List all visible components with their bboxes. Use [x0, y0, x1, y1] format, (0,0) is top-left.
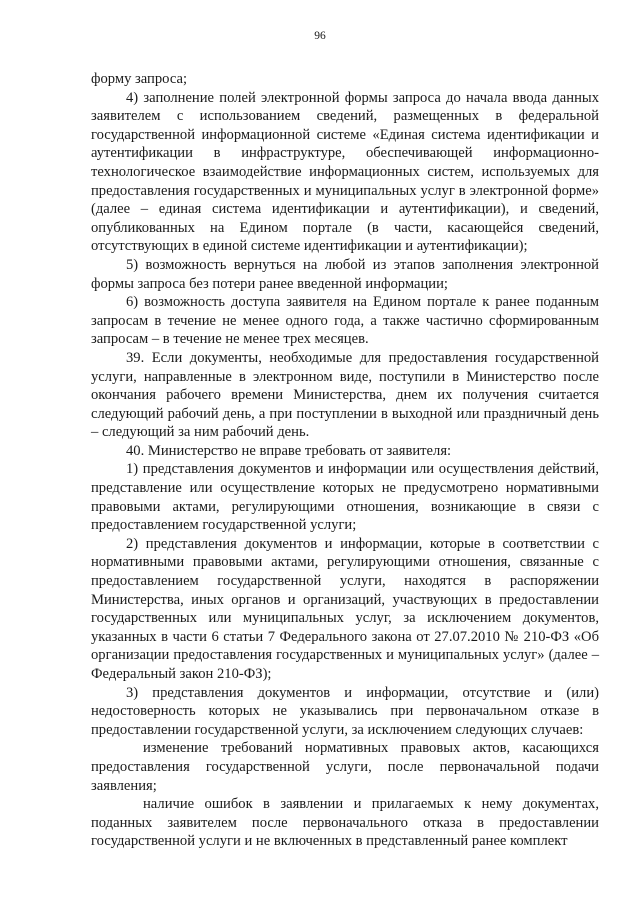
- paragraph-clause-40-item-1: 1) представления документов и информации или осуществления действий, представление или осуществление которых не предусмотрено нормативными правовыми актами, регулирующими отношения, возникающие в связи с предоставлением государственной услуги;: [91, 461, 599, 534]
- paragraph-item-4: 4) заполнение полей электронной формы запроса до начала ввода данных заявителем с использованием сведений, размещенных в федеральной государственной информационной системе «Единая система идентификации и аутентификации в инфраструктуре, обеспечивающей информационно-технологическое взаимодействие информационных систем, используемых для предоставления государственных и муниципальных услуг в электронной форме» (далее – единая система идентификации и аутентификации), и сведений, опубликованных на Едином портале (в части, касающейся сведений, отсутствующих в единой системе идентификации и аутентификации);: [91, 89, 599, 255]
- paragraph-exception-2: наличие ошибок в заявлении и прилагаемых к нему документах, поданных заявителем после первоначального отказа в предоставлении государственной услуги и не включенных в представленный ранее комплект: [91, 796, 599, 850]
- paragraph-item-6: 6) возможность доступа заявителя на Едином портале к ранее поданным запросам в течение не менее одного года, а также частично сформированным запросам – в течение не менее трех месяцев.: [91, 294, 599, 348]
- page-number: 96: [314, 30, 326, 42]
- document-body: [91, 70, 599, 851]
- paragraph-clause-39: 39. Если документы, необходимые для предоставления государственной услуги, направленные в электронном виде, поступили в Министерство после окончания рабочего времени Министерства, днем их получения считается следующий рабочий день, а при поступлении в выходной или праздничный день – следующий за ним рабочий день.: [91, 349, 599, 441]
- paragraph-continuation: форму запроса;: [91, 71, 188, 87]
- paragraph-clause-40-item-3: 3) представления документов и информации, отсутствие и (или) недостоверность которых не указывались при первоначальном отказе в предоставлении государственной услуги, за исключением следующих случаев:: [91, 684, 599, 738]
- paragraph-clause-40-item-2: 2) представления документов и информации, которые в соответствии с нормативными правовыми актами, регулирующими отношения, связанные с предоставлением государственной услуги, находятся в распоряжении Министерства, иных органов и организаций, участвующих в предоставлении государственных или муниципальных услуг, за исключением документов, указанных в части 6 статьи 7 Федерального закона от 27.07.2010 № 210-ФЗ «Об организации предоставления государственных и муниципальных услуг» (далее – Федеральный закон 210-ФЗ);: [91, 535, 599, 682]
- paragraph-exception-1: изменение требований нормативных правовых актов, касающихся предоставления государственной услуги, после первоначальной подачи заявления;: [91, 740, 599, 794]
- paragraph-clause-40: 40. Министерство не вправе требовать от заявителя:: [126, 442, 452, 459]
- paragraph-item-5: 5) возможность вернуться на любой из этапов заполнения электронной формы запроса без потери ранее введенной информации;: [91, 256, 599, 292]
